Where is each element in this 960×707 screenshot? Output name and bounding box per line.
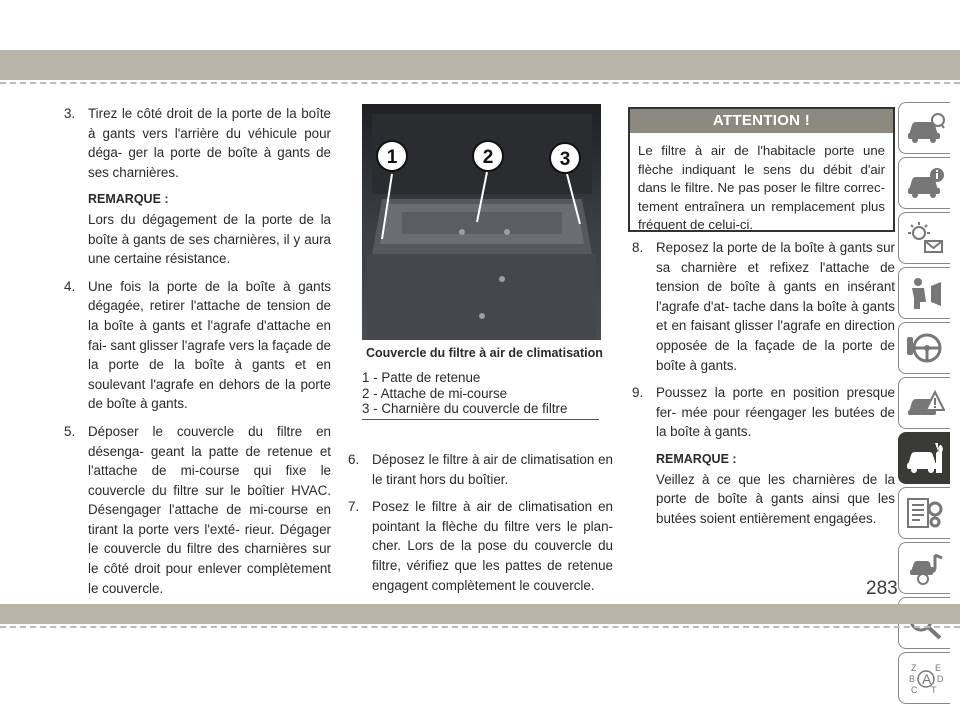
step-text: Déposez le filtre à air de climatisation en le tirant hors du boîtier. (372, 452, 613, 487)
step-7 (348, 497, 613, 595)
step-number: 4. (64, 278, 76, 294)
note-title: REMARQUE : (88, 192, 169, 207)
page-number: 283 (866, 578, 898, 599)
step-number: 5. (64, 423, 76, 439)
step-5 (64, 422, 331, 598)
legend-item: 3 - Charnière du couvercle de filtre (362, 401, 568, 416)
callout-label: 1 (386, 147, 398, 168)
column-left (64, 104, 331, 606)
note-title: REMARQUE : (656, 451, 737, 466)
tab-starting-driving[interactable] (898, 322, 950, 374)
callout-2 (473, 141, 503, 171)
step-8 (632, 238, 895, 375)
note-text: Veillez à ce que les charnières de la porte de boîte à gants ainsi que les butées soient entièrement engagées. (656, 471, 895, 526)
dashboard-info-icon (905, 166, 945, 200)
attention-title: ATTENTION ! (630, 109, 893, 133)
column-middle (348, 450, 613, 603)
index-letter: Z (910, 663, 916, 673)
note-1 (64, 190, 331, 268)
callout-label: 3 (559, 149, 571, 170)
step-4 (64, 277, 331, 414)
step-text: Posez le filtre à air de climatisation en pointant la flèche du filtre vers le plan- cher. Lors de la pose du couvercle du filtre, vérifiez que les pattes de retenue engagent complètement le couvercle. (372, 499, 613, 593)
step-text: Poussez la porte en position presque fer- mée pour réengager les butées de la boîte à gants. (656, 385, 895, 440)
tab-warning-lights[interactable] (898, 212, 950, 264)
step-number: 3. (64, 106, 76, 121)
index-letter: E (934, 663, 941, 673)
photo-illustration (362, 104, 601, 340)
index-letter: D (936, 674, 943, 684)
step-3 (64, 104, 331, 182)
note-text: Lors du dégagement de la porte de la boîte à gants de ses charnières, il y aura une certaine résistance. (88, 211, 331, 267)
tab-service-maintenance[interactable] (898, 432, 950, 484)
step-text: Reposez la porte de la boîte à gants sur sa charnière et refixez l'attache de tension de boîte à gants en insérant l'agrafe d'at- tache dans la boîte à gants et en faisant glisser l'agrafe en direction opposée de la façade de la porte de boîte à gants. (656, 240, 895, 373)
index-letter: A (921, 671, 931, 687)
tab-car-info[interactable] (898, 102, 950, 154)
starting-driving-icon (905, 331, 945, 365)
step-text: Déposer le couvercle du filtre en désenga- geant la patte de retenue et l'attache de mi-course qui fixe le couvercle du filtre sur le boîtier HVAC. Désengager l'attache de mi-course en tirant la porte vers l'exté- rieur. Dégager le couvercle du filtre des charnières sur le côté droit pour enlever complètement le couvercle. (88, 423, 331, 596)
note-2 (632, 450, 895, 528)
service-maintenance-icon (905, 441, 945, 475)
step-number: 7. (348, 499, 360, 515)
warning-lights-icon (905, 221, 945, 255)
callout-1 (377, 141, 407, 171)
legend-item: 2 - Attache de mi-course (362, 385, 508, 401)
multimedia-icon (905, 551, 945, 585)
step-number: 9. (632, 385, 644, 401)
index-icon (905, 661, 945, 695)
index-letter: C (910, 685, 917, 695)
figure-legend (362, 370, 599, 420)
figure-caption: Couvercle du filtre à air de climatisation (366, 346, 603, 360)
car-info-icon (905, 111, 945, 145)
step-text: Tirez le côté droit de la porte de la boîte à gants vers l'arrière du véhicule pour déga- ger la porte de boîte à gants de ses charnières. (88, 106, 331, 180)
bottom-divider (0, 626, 960, 628)
step-9 (632, 383, 895, 442)
index-letter: T (930, 685, 936, 695)
bottom-band (0, 604, 960, 624)
attention-text: Le filtre à air de l'habitacle porte une flèche indiquant le sens du débit d'air dans le filtre. Ne pas poser le filtre correc- tement entraînera un remplacement plus fréquent de celui-ci. (638, 143, 885, 232)
specifications-icon (905, 496, 945, 530)
legend-item: 1 - Patte de retenue (362, 370, 481, 385)
filter-cover-photo (362, 104, 601, 340)
attention-box (628, 107, 895, 232)
tab-specifications[interactable] (898, 487, 950, 539)
callout-3 (550, 143, 580, 173)
step-number: 8. (632, 240, 644, 255)
top-divider (0, 82, 960, 84)
emergency-icon (905, 386, 945, 420)
step-number: 6. (348, 452, 360, 467)
tab-multimedia[interactable] (898, 542, 950, 594)
step-6 (348, 450, 613, 489)
tab-dashboard-info[interactable] (898, 157, 950, 209)
tab-emergency[interactable] (898, 377, 950, 429)
safety-airbag-icon (905, 276, 945, 310)
top-band (0, 50, 960, 80)
callout-label: 2 (482, 147, 494, 168)
tab-index[interactable] (898, 652, 950, 704)
step-text: Une fois la porte de la boîte à gants dégagée, retirer l'attache de tension de la boîte à gants et l'agrafe d'attache en fai- sant glisser l'agrafe vers la façade de la porte de la boîte à gants et en soulevant l'agrafe en dehors de la porte de boîte à gants. (88, 278, 331, 412)
column-right (632, 238, 895, 536)
index-letter: B (908, 674, 915, 684)
tab-safety[interactable] (898, 267, 950, 319)
